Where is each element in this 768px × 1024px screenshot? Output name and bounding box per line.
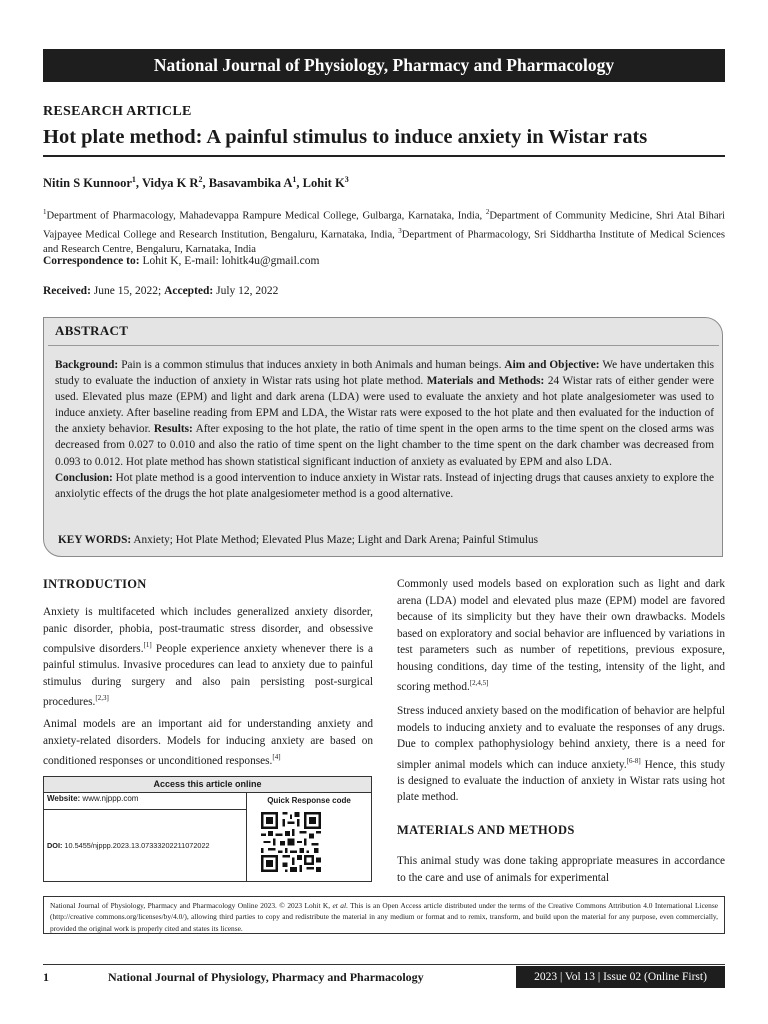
author-sep: , <box>135 176 142 191</box>
article-type: RESEARCH ARTICLE <box>43 104 192 119</box>
author-sup: 1 <box>131 175 136 184</box>
affil-text: Department of Pharmacology, Sri Siddhartha Institute of Medical Sciences and Research Centre, Bengaluru, Karnataka, India <box>43 229 725 256</box>
received-date: June 15, 2022; <box>90 285 165 297</box>
access-divider <box>44 809 246 810</box>
doi-line <box>47 841 210 850</box>
journal-banner: National Journal of Physiology, Pharmacy and Pharmacology <box>43 49 725 82</box>
paragraph-text: Anxiety is multifaceted which includes generalized anxiety disorder, panic disorder, phobia, post-traumatic stress disorder, and obsessive compulsive disorders. <box>43 606 373 655</box>
methods-heading: MATERIALS AND METHODS <box>397 823 575 837</box>
abstract-text: 24 Wistar rats of either gender were used. Elevated plus maze (EPM) and light and dark arena (LDA) were used to evaluate the anxiety and hot plate analgesiometer was used to induce anxiety. After baseline reading from EPM and LDA, the Wistar rats were exposed to the hot plate and then evaluated for the induction of the anxiety behavior. <box>55 375 714 436</box>
title-divider <box>43 155 725 157</box>
keywords-text: Anxiety; Hot Plate Method; Elevated Plus Maze; Light and Dark Arena; Painful Stimulus <box>131 534 539 546</box>
affil-text: Department of Pharmacology, Mahadevappa Rampure Medical College, Gulbarga, Karnataka, India, <box>46 210 486 222</box>
keywords <box>58 534 538 546</box>
qr-code-icon[interactable] <box>261 812 321 872</box>
author-list <box>43 175 349 191</box>
author-name: Nitin S Kunnoor <box>43 176 132 191</box>
abstract-text: After exposing to the hot plate, the ratio of time spent in the open arms to the time spent on the closed arms was decreased from 0.027 to 0.010 and also the ratio of time spent on the light chamber to the time spent on the dark chamber was decreased from 0.093 to 0.012. Hot plate method has shown statistical significant induction of anxiety as evaluated by EPM and also LDA. <box>55 423 714 468</box>
website-link[interactable]: www.njppp.com <box>80 794 139 803</box>
abstract-divider <box>48 345 719 346</box>
doi-label: DOI: <box>47 841 63 850</box>
access-title: Access this article online <box>44 777 371 793</box>
website-label: Website: <box>47 794 81 803</box>
accepted-label: Accepted: <box>164 285 214 297</box>
intro-paragraph-4 <box>397 703 725 806</box>
footer-divider <box>43 964 725 965</box>
correspondence <box>43 255 319 267</box>
author-name: Lohit K <box>302 176 345 191</box>
license-text: National Journal of Physiology, Pharmacy and Pharmacology Online 2023. © 2023 Lohit K, <box>50 901 333 910</box>
introduction-heading: INTRODUCTION <box>43 577 147 591</box>
intro-paragraph-2 <box>43 716 373 769</box>
author-sup: 1 <box>292 175 297 184</box>
abstract-text: Hot plate method is a good intervention to induce anxiety in Wistar rats. Instead of injecting drugs that causes anxiety to explore the anxiolytic effects of the drugs the hot plate analgesiometer method is a good alternative. <box>55 471 714 500</box>
abstract-heading: ABSTRACT <box>55 323 129 338</box>
correspondence-text: Lohit K, E-mail: lohitk4u@gmail.com <box>139 255 320 267</box>
intro-paragraph-1 <box>43 604 373 711</box>
citation-ref[interactable]: [2,4,5] <box>469 679 489 687</box>
author-sep: , <box>202 176 209 191</box>
affil-sup: 2 <box>485 208 490 216</box>
paragraph-text: Stress induced anxiety based on the modification of behavior are helpful models to inducing anxiety and to evaluate the responses of any drugs. Due to complex pathophysiology behind anxiety, there is a need for simpler animal models which can induce anxiety. <box>397 705 725 771</box>
abstract-body <box>55 357 714 502</box>
correspondence-label: Correspondence to: <box>43 255 140 267</box>
license-etal: et al <box>332 901 347 910</box>
affiliations <box>43 205 725 257</box>
keywords-label: KEY WORDS: <box>58 534 132 546</box>
footer-journal-name: National Journal of Physiology, Pharmacy and Pharmacology <box>108 970 424 984</box>
citation-ref[interactable]: [1] <box>143 641 152 649</box>
access-box <box>43 776 372 882</box>
methods-paragraph-1: This animal study was done taking appropriate measures in accordance to the care and use of animals for experimental <box>397 855 725 884</box>
author-sep: , <box>296 176 303 191</box>
footer-issue-badge: 2023 | Vol 13 | Issue 02 (Online First) <box>516 966 725 988</box>
abstract-label: Background: <box>55 359 119 371</box>
abstract-text: We have undertaken this study to evaluate the induction of anxiety in Wistar rats using hot plate method. <box>55 359 715 388</box>
received-label: Received: <box>43 285 91 297</box>
abstract-label: Materials and Methods: <box>426 375 545 388</box>
author-sup: 3 <box>344 175 349 184</box>
intro-paragraph-3 <box>397 576 725 695</box>
access-divider <box>246 792 247 881</box>
doi-link[interactable]: 10.5455/njppp.2023.13.07333202211072022 <box>62 841 210 850</box>
page-number: 1 <box>43 970 49 984</box>
paragraph-text: Animal models are an important aid for understanding anxiety and anxiety-related disorders. Models for inducing anxiety are based on conditioned responses or unconditioned responses. <box>43 718 373 767</box>
author-name: Vidya K R <box>141 176 199 191</box>
paragraph-text: People experience anxiety whenever there is a painful stimulus. Invasive procedures can lead to anxiety due to painful stimulus during surgery and also pain persisting post-surgical procedures. <box>43 642 373 709</box>
affil-sup: 3 <box>398 226 402 235</box>
abstract-label: Results: <box>153 423 193 436</box>
abstract-label: Aim and Objective: <box>504 359 600 371</box>
paragraph-text: Commonly used models based on exploration such as light and dark arena (LDA) model and elevated plus maze (EPM) model are favored because of its simplicity but they have their own drawbacks. Models based on exploratory and social behavior are influenced by variations in test parameters such as number of repetitions, previous exposure, housing conditions, day time of the testing, intensity of the light, and scoring method. <box>397 578 725 693</box>
author-sup: 2 <box>198 175 203 184</box>
abstract-label: Conclusion: <box>55 471 113 484</box>
article-title: Hot plate method: A painful stimulus to induce anxiety in Wistar rats <box>43 126 648 148</box>
license-notice <box>43 896 725 934</box>
paragraph-text: Hence, this study is designed to evaluate the induction of anxiety in Wistar rats using hot plate method. <box>397 758 725 804</box>
affil-sup: 1 <box>43 208 47 216</box>
citation-ref[interactable]: [4] <box>272 753 281 761</box>
qr-label: Quick Response code <box>267 796 351 805</box>
dates <box>43 285 278 297</box>
license-text: . This is an Open Access article distributed under the terms of the Creative Commons Attribution 4.0 International License (http://creative commons.org/licenses/by/4.0/), allowing third parties to copy and redistribute the material in any medium or format and to remix, transform, and build upon the material for any purpose, even commercially, provided the original work is properly cited and states its license. <box>50 901 719 933</box>
website-line <box>47 794 138 803</box>
abstract-text: Pain is a common stimulus that induces anxiety in both Animals and human beings. <box>118 359 505 371</box>
accepted-date: July 12, 2022 <box>213 285 279 297</box>
citation-ref[interactable]: [6-8] <box>626 756 641 765</box>
affil-text: Department of Community Medicine, Shri Atal Bihari Vajpayee Medical College and Research Institution, Bengaluru, Karnataka, India, <box>43 210 725 241</box>
citation-ref[interactable]: [2,3] <box>95 694 109 703</box>
author-name: Basavambika A <box>208 176 293 191</box>
